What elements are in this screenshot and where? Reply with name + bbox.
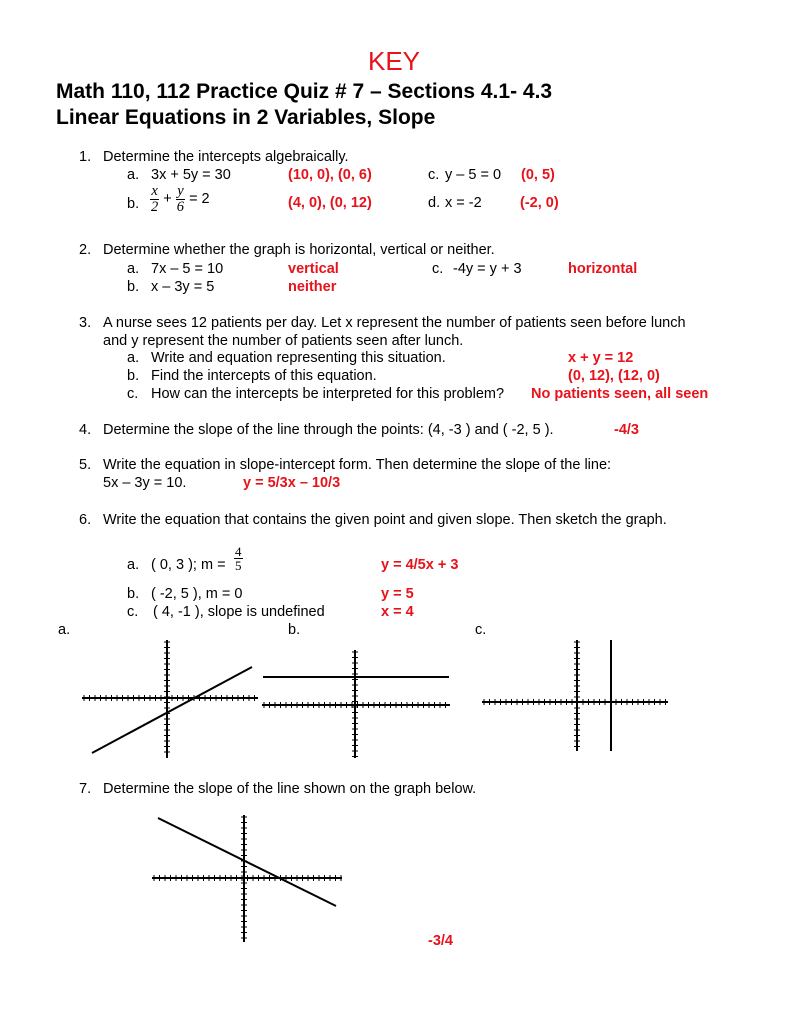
graph-a (80, 640, 260, 760)
q6a-label: a. (127, 557, 140, 573)
graph-q7 (150, 810, 345, 945)
graph-c (480, 638, 670, 753)
q3b-answer: (0, 12), (12, 0) (568, 368, 660, 384)
q1-prompt: Determine the intercepts algebraically. (103, 149, 349, 165)
graph-c-axes (482, 640, 668, 751)
q3b-text: Find the intercepts of this equation. (151, 368, 377, 384)
q1d-answer: (-2, 0) (520, 195, 559, 211)
q6a-slope (234, 545, 243, 572)
graph-b-axes (262, 650, 450, 758)
q1a-label: a. (127, 167, 140, 183)
q4-answer: -4/3 (614, 422, 639, 438)
graph-a-axes (82, 640, 258, 758)
q3c-answer: No patients seen, all seen (531, 386, 709, 402)
q3-prompt-line1: A nurse sees 12 patients per day. Let x represent the number of patients seen before lunch (103, 315, 686, 331)
q2b-label: b. (127, 279, 140, 295)
q3a-label: a. (127, 350, 140, 366)
q6b-text: ( -2, 5 ), m = 0 (151, 586, 243, 602)
q6-number: 6. (79, 512, 92, 528)
q7-prompt: Determine the slope of the line shown on the graph below. (103, 781, 477, 797)
q1c-answer: (0, 5) (521, 167, 555, 183)
q5-equation: 5x – 3y = 10. (103, 475, 187, 491)
q7-number: 7. (79, 781, 92, 797)
q1b-den-2: 2 (151, 198, 159, 215)
graph-c-label: c. (475, 622, 487, 638)
q5-prompt: Write the equation in slope-intercept form. Then determine the slope of the line: (103, 457, 612, 473)
q2-number: 2. (79, 242, 92, 258)
graph-a-line (92, 667, 252, 753)
q2b-equation: x – 3y = 5 (151, 279, 215, 295)
q5-number: 5. (79, 457, 92, 473)
q2c-equation: -4y = y + 3 (453, 261, 522, 277)
q1b-answer: (4, 0), (0, 12) (288, 195, 372, 211)
q4-prompt: Determine the slope of the line through the points: (4, -3 ) and ( -2, 5 ). (103, 422, 554, 438)
q7-answer: -3/4 (428, 933, 453, 949)
q3b-label: b. (127, 368, 140, 384)
q1-number: 1. (79, 149, 92, 165)
q1b-rhs: = 2 (189, 190, 210, 207)
page-subtitle: Linear Equations in 2 Variables, Slope (56, 106, 436, 129)
q6c-answer: x = 4 (381, 604, 414, 620)
key-label: KEY (368, 46, 421, 76)
graph-b (260, 645, 452, 760)
q3c-label: c. (127, 386, 139, 402)
q1c-label: c. (428, 167, 440, 183)
page-title: Math 110, 112 Practice Quiz # 7 – Sections 4.1- 4.3 (56, 80, 553, 103)
q6a-slope-den: 5 (235, 558, 242, 573)
q6b-label: b. (127, 586, 140, 602)
q6-prompt: Write the equation that contains the given point and given slope. Then sketch the graph. (103, 512, 667, 528)
q3-prompt-line2: and y represent the number of patients seen after lunch. (103, 333, 464, 349)
q1a-answer: (10, 0), (0, 6) (288, 167, 372, 183)
q5-answer: y = 5/3x – 10/3 (243, 475, 341, 491)
q1b-den-6: 6 (176, 198, 185, 215)
q2b-answer: neither (288, 279, 337, 295)
q6a-slope-num: 4 (235, 544, 242, 559)
q2a-label: a. (127, 261, 140, 277)
q3a-text: Write and equation representing this situation. (151, 350, 446, 366)
q4-number: 4. (79, 422, 92, 438)
q2a-equation: 7x – 5 = 10 (151, 261, 224, 277)
q1b-label: b. (127, 196, 140, 212)
q6b-answer: y = 5 (381, 586, 414, 602)
graph-q7-axes (152, 815, 342, 942)
q6c-text: ( 4, -1 ), slope is undefined (153, 604, 325, 620)
q6a-text: ( 0, 3 ); m = (151, 557, 226, 573)
q1b-y: y (177, 183, 184, 199)
q2a-answer: vertical (288, 261, 339, 277)
graph-b-label: b. (288, 622, 301, 638)
q3-number: 3. (79, 315, 92, 331)
q2c-label: c. (432, 261, 444, 277)
q6c-label: c. (127, 604, 139, 620)
q1c-equation: y – 5 = 0 (445, 167, 502, 183)
graph-a-label: a. (58, 622, 71, 638)
q1b-x: x (151, 183, 158, 199)
q2-prompt: Determine whether the graph is horizontal, vertical or neither. (103, 242, 495, 258)
q1d-label: d. (428, 195, 441, 211)
q1b-plus: + (163, 190, 172, 207)
q3a-answer: x + y = 12 (568, 350, 634, 366)
q6a-answer: y = 4/5x + 3 (381, 557, 459, 573)
q1b-equation (150, 184, 210, 214)
q2c-answer: horizontal (568, 261, 638, 277)
q1a-equation: 3x + 5y = 30 (151, 167, 231, 183)
graph-q7-line (158, 818, 336, 906)
q1d-equation: x = -2 (445, 195, 482, 211)
q3c-text: How can the intercepts be interpreted for this problem? (151, 386, 505, 402)
